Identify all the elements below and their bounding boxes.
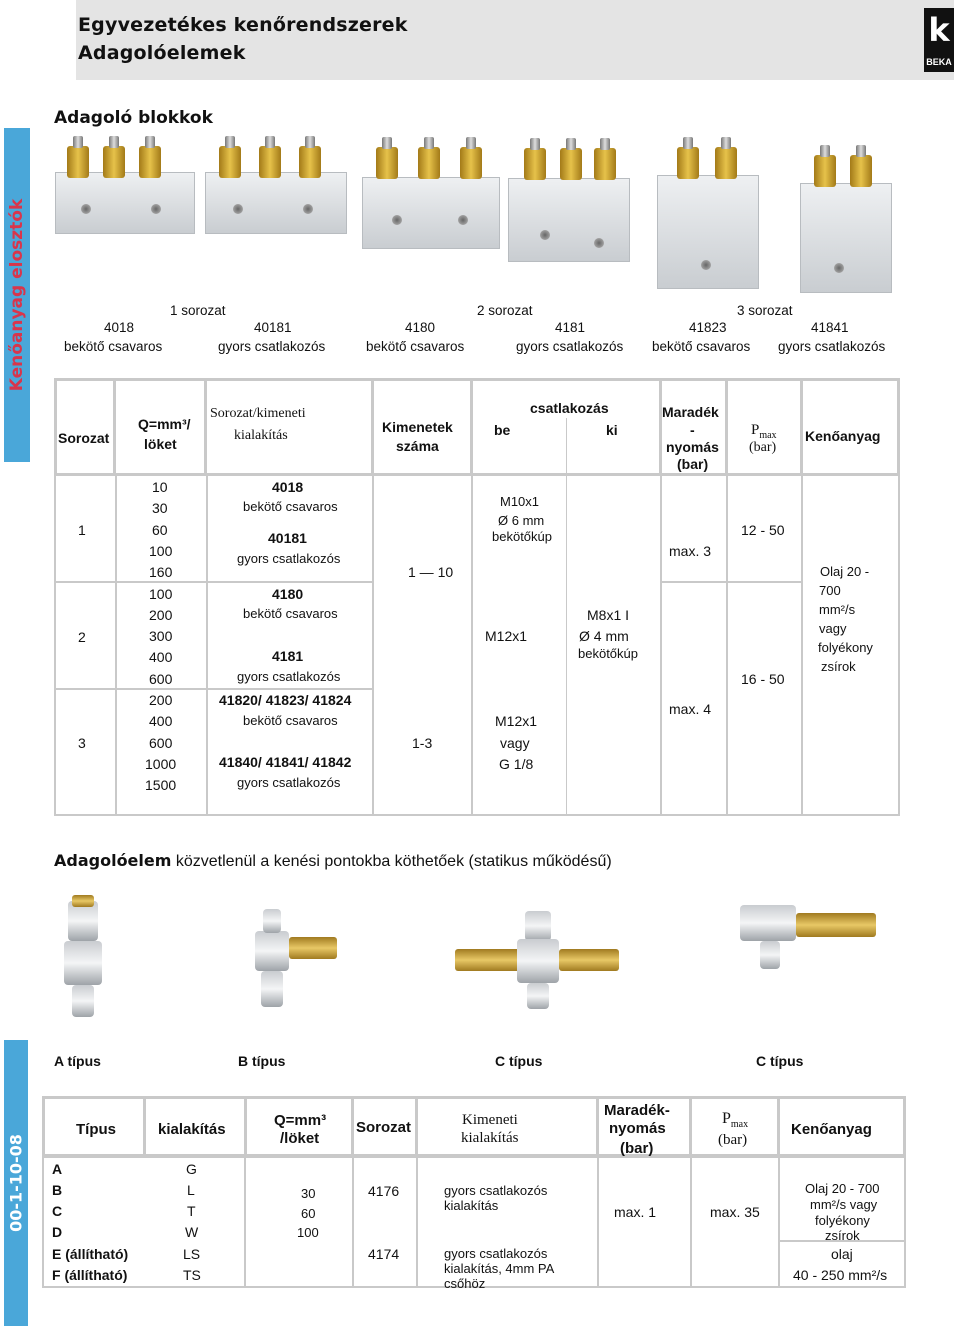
col-header-kimeneti-2: kialakítás xyxy=(461,1130,519,1146)
row-design: LS xyxy=(183,1246,201,1262)
col-header-kenoanyag: Kenőanyag xyxy=(791,1121,872,1138)
col-header-q-unit: /löket xyxy=(280,1130,320,1147)
row-design: G xyxy=(186,1161,197,1177)
q-value: 160 xyxy=(149,564,173,580)
outlet: Ø 4 mm xyxy=(579,628,629,644)
row-design: TS xyxy=(183,1267,201,1283)
product-photo-type-c xyxy=(455,905,625,1015)
lubricant: folyékony xyxy=(818,640,873,655)
variant-type: gyors csatlakozós xyxy=(237,669,341,684)
series-number: 3 xyxy=(78,735,86,751)
col-header-maradek-4: (bar) xyxy=(677,456,709,472)
col-header-pmax-unit: (bar) xyxy=(718,1132,748,1148)
variant-code: 4018 xyxy=(272,479,304,495)
product-code: 40181 xyxy=(254,320,292,335)
product-type: gyors csatlakozós xyxy=(516,339,624,354)
residual-pressure: max. 1 xyxy=(614,1204,657,1220)
series-label-1: 1 sorozat xyxy=(170,303,226,318)
row-type: F (állítható) xyxy=(52,1267,128,1283)
q-value: 100 xyxy=(149,586,173,602)
product-photo-type-c2 xyxy=(740,895,890,975)
lubricant: 40 - 250 mm²/s xyxy=(793,1267,888,1283)
product-code: 4181 xyxy=(555,320,586,335)
inlet: vagy xyxy=(500,735,530,751)
inlet: bekötőkúp xyxy=(492,529,552,544)
variant-code: 40181 xyxy=(268,530,307,546)
lubricant: Olaj 20 - 700 xyxy=(805,1181,880,1196)
col-header-q-unit: löket xyxy=(144,436,177,452)
variant-code: 41840/ 41841/ 41842 xyxy=(219,754,352,770)
inlet: M10x1 xyxy=(500,494,540,509)
header-bar xyxy=(76,0,954,80)
pmax-value: max. 35 xyxy=(710,1204,760,1220)
variant-type: gyors csatlakozós xyxy=(237,775,341,790)
pmax-value: 16 - 50 xyxy=(741,671,785,687)
q-value: 200 xyxy=(149,607,173,623)
product-type: gyors csatlakozós xyxy=(778,339,886,354)
lubricant: mm²/s vagy xyxy=(810,1197,878,1212)
q-value: 60 xyxy=(152,522,168,538)
col-header-tipus: Típus xyxy=(76,1121,116,1138)
col-header-ki: ki xyxy=(606,422,618,438)
row-type: E (állítható) xyxy=(52,1246,129,1262)
q-value: 200 xyxy=(149,692,173,708)
col-header-maradek-3: nyomás xyxy=(666,439,719,455)
series-table xyxy=(54,378,900,816)
variant-code: 4181 xyxy=(272,648,304,664)
col-header-csatlakozas: csatlakozás xyxy=(530,400,609,416)
beka-logo: k BEKA xyxy=(924,8,954,72)
output-design: csőhöz xyxy=(444,1276,486,1291)
q-value: 60 xyxy=(301,1206,316,1221)
col-header-kimenetek-2: száma xyxy=(396,438,439,454)
q-value: 100 xyxy=(149,543,173,559)
row-design: L xyxy=(187,1182,195,1198)
col-header-q: Q=mm³/ xyxy=(138,416,191,432)
variant-type: gyors csatlakozós xyxy=(237,551,341,566)
outputs-count: 1-3 xyxy=(412,735,433,751)
col-header-sorozat: Sorozat xyxy=(356,1119,412,1136)
row-type: D xyxy=(52,1224,63,1240)
pmax-value: 12 - 50 xyxy=(741,522,785,538)
product-code: 41823 xyxy=(689,320,727,335)
q-value: 600 xyxy=(149,735,173,751)
type-label: A típus xyxy=(54,1053,101,1069)
section-title-adagolo-blokkok: Adagoló blokkok xyxy=(54,108,213,128)
q-value: 600 xyxy=(149,671,173,687)
col-header-kimenetek: Kimenetek xyxy=(382,419,453,435)
col-header-maradek-3: (bar) xyxy=(620,1140,654,1157)
lubricant: folyékony xyxy=(815,1213,870,1228)
product-photo-type-b xyxy=(225,905,345,1015)
product-type: bekötő csavaros xyxy=(652,339,751,354)
header-title: Egyvezetékes kenőrendszerek xyxy=(78,14,408,36)
type-label: C típus xyxy=(756,1053,804,1069)
col-header-maradek-2: nyomás xyxy=(609,1120,666,1137)
row-design: W xyxy=(185,1224,199,1240)
variant-code: 41820/ 41823/ 41824 xyxy=(219,692,352,708)
product-photo-41823 xyxy=(655,125,765,295)
variant-type: bekötő csavaros xyxy=(243,499,338,514)
col-header-q: Q=mm³ xyxy=(274,1112,327,1129)
q-value: 30 xyxy=(152,500,168,516)
col-header-kialakitas-2: kialakítás xyxy=(234,428,288,443)
series-code: 4174 xyxy=(368,1246,400,1262)
col-header-kenoanyag: Kenőanyag xyxy=(805,428,881,444)
col-header-pmax-unit: (bar) xyxy=(749,440,777,455)
outlet: bekötőkúp xyxy=(578,646,638,661)
inlet: M12x1 xyxy=(495,713,538,729)
q-value: 100 xyxy=(297,1225,319,1240)
lubricant: olaj xyxy=(831,1246,853,1262)
doc-code-tab: 00-1-10-08 xyxy=(4,1040,28,1326)
col-header-be: be xyxy=(494,422,511,438)
lubricant: 700 xyxy=(819,583,841,598)
col-header-kialakitas: Sorozat/kimeneti xyxy=(210,406,306,421)
product-photo-40181 xyxy=(205,140,350,235)
series-number: 1 xyxy=(78,522,86,538)
residual-pressure: max. 4 xyxy=(669,701,712,717)
variant-type: bekötő csavaros xyxy=(243,606,338,621)
col-header-maradek: Maradék xyxy=(662,404,719,420)
output-design: gyors csatlakozós xyxy=(444,1183,548,1198)
types-table xyxy=(42,1096,906,1291)
residual-pressure: max. 3 xyxy=(669,543,712,559)
output-design: kialakítás xyxy=(444,1198,499,1213)
product-code: 4180 xyxy=(405,320,436,335)
col-header-maradek: Maradék- xyxy=(604,1102,670,1119)
variant-type: bekötő csavaros xyxy=(243,713,338,728)
col-header-pmax: $P_{max}$ xyxy=(722,1110,749,1131)
output-design: gyors csatlakozós xyxy=(444,1246,548,1261)
series-number: 2 xyxy=(78,629,86,645)
lubricant: zsírok xyxy=(825,1228,860,1243)
col-header-pmax: $P_{max}$ xyxy=(751,422,777,441)
type-label: B típus xyxy=(238,1053,286,1069)
product-code: 41841 xyxy=(811,320,849,335)
side-tab: Kenőanyag elosztók xyxy=(4,128,30,462)
lubricant: Olaj 20 - xyxy=(820,564,870,579)
product-photo-4180 xyxy=(362,135,502,250)
col-header-maradek-2: - xyxy=(690,422,695,438)
product-photo-4181 xyxy=(508,130,633,265)
outputs-count: 1 — 10 xyxy=(408,564,454,580)
col-header-kialakitas: kialakítás xyxy=(158,1121,226,1138)
variant-code: 4180 xyxy=(272,586,304,602)
inlet: M12x1 xyxy=(485,628,528,644)
series-label-3: 3 sorozat xyxy=(737,303,793,318)
q-value: 400 xyxy=(149,649,173,665)
product-photo-41841 xyxy=(800,125,900,295)
lubricant: mm²/s xyxy=(819,602,856,617)
q-value: 300 xyxy=(149,628,173,644)
q-value: 1500 xyxy=(145,777,177,793)
col-header-kimeneti: Kimeneti xyxy=(462,1112,518,1128)
product-type: gyors csatlakozós xyxy=(218,339,326,354)
q-value: 10 xyxy=(152,479,168,495)
row-type: A xyxy=(52,1161,63,1177)
inlet: Ø 6 mm xyxy=(498,513,545,528)
inlet: G 1/8 xyxy=(499,756,534,772)
product-code: 4018 xyxy=(104,320,135,335)
q-value: 400 xyxy=(149,713,173,729)
series-code: 4176 xyxy=(368,1183,400,1199)
row-type: C xyxy=(52,1203,63,1219)
product-type: bekötő csavaros xyxy=(366,339,465,354)
product-type: bekötő csavaros xyxy=(64,339,163,354)
lubricant: vagy xyxy=(819,621,847,636)
product-photo-4018 xyxy=(55,140,195,235)
section-title-adagoloelem: Adagolóelem közvetlenül a kenési pontokba köthetőek (statikus működésű) xyxy=(54,851,612,870)
q-value: 30 xyxy=(301,1186,316,1201)
row-type: B xyxy=(52,1182,63,1198)
series-label-2: 2 sorozat xyxy=(477,303,533,318)
output-design: kialakítás, 4mm PA xyxy=(444,1261,555,1276)
outlet: M8x1 I xyxy=(587,607,630,623)
col-header-sorozat: Sorozat xyxy=(58,430,110,446)
lubricant: zsírok xyxy=(821,659,856,674)
header-subtitle: Adagolóelemek xyxy=(78,42,246,64)
type-label: C típus xyxy=(495,1053,543,1069)
q-value: 1000 xyxy=(145,756,177,772)
row-design: T xyxy=(187,1203,196,1219)
product-photo-type-a xyxy=(60,895,110,1025)
